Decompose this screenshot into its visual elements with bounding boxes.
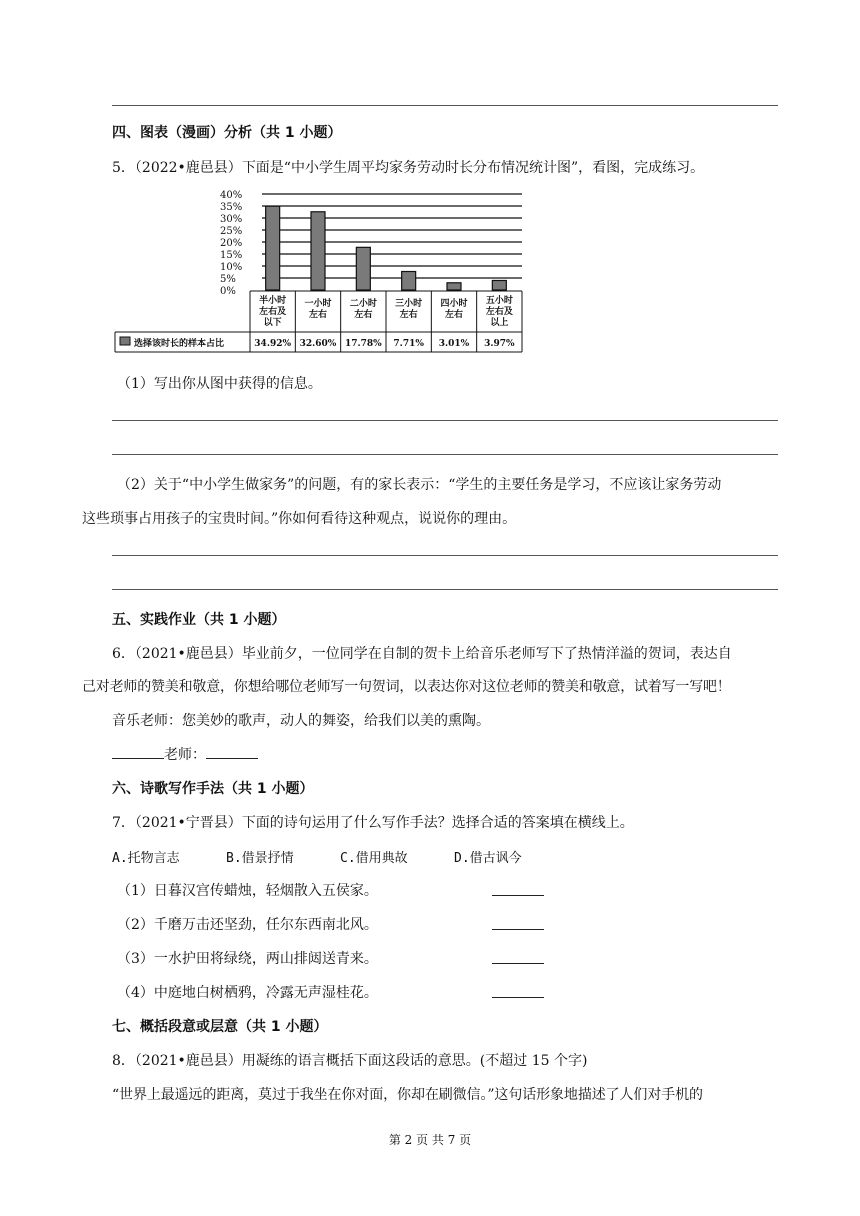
section-5-heading: 五、实践作业（共 1 小题） bbox=[112, 612, 286, 628]
category-label: 二小时 bbox=[349, 299, 377, 309]
category-label: 左右及 bbox=[259, 307, 287, 317]
answer-blank-2[interactable] bbox=[492, 915, 544, 930]
question-7-options bbox=[112, 847, 522, 866]
value-label: 32.60% bbox=[299, 339, 337, 349]
poem-line-1: （1）日暮汉宫传蜡烛，轻烟散入五侯家。 bbox=[117, 883, 378, 899]
answer-blank-1[interactable] bbox=[492, 881, 544, 896]
question-7-text: 下面的诗句运用了什么写作手法？选择合适的答案填在横线上。 bbox=[241, 815, 634, 831]
legend-swatch bbox=[120, 337, 130, 345]
category-label: 一小时 bbox=[304, 299, 332, 309]
value-label: 34.92% bbox=[254, 339, 292, 349]
value-label: 3.01% bbox=[438, 339, 470, 349]
y-tick-label: 35% bbox=[220, 202, 243, 213]
question-5-sub-2-line-1: （2）关于“中小学生做家务”的问题，有的家长表示：“学生的主要任务是学习，不应该让家务劳动 bbox=[117, 477, 722, 493]
option-d: D.借古讽今 bbox=[454, 851, 522, 866]
answer-line bbox=[112, 454, 778, 455]
section-6-heading: 六、诗歌写作手法（共 1 小题） bbox=[112, 781, 314, 797]
section-4-heading: 四、图表（漫画）分析（共 1 小题） bbox=[112, 125, 342, 141]
value-label: 3.97% bbox=[484, 339, 515, 349]
y-tick-label: 40% bbox=[220, 190, 243, 201]
question-7-number: 7． bbox=[112, 815, 135, 831]
top-rule bbox=[112, 105, 778, 106]
y-tick-label: 5% bbox=[220, 274, 236, 285]
bar bbox=[266, 206, 280, 290]
question-5-stem bbox=[112, 157, 704, 177]
category-label: 左右及 bbox=[485, 307, 513, 317]
question-8-number: 8． bbox=[112, 1053, 135, 1069]
bar bbox=[402, 271, 416, 290]
answer-line bbox=[112, 555, 778, 556]
question-7-stem bbox=[112, 812, 634, 832]
category-label: 左右 bbox=[354, 310, 373, 320]
question-6-line-2: 己对老师的赞美和敬意，你想给哪位老师写一句贺词，以表达你对这位老师的赞美和敬意，试着写一写吧！ bbox=[82, 679, 731, 695]
question-5-sub-2-line-2: 这些琐事占用孩子的宝贵时间。”你如何看待这种观点，说说你的理由。 bbox=[82, 511, 517, 527]
bar bbox=[311, 212, 325, 290]
legend-label: 选择该时长的样本占比 bbox=[134, 339, 225, 349]
teacher-name-blank[interactable] bbox=[112, 744, 164, 759]
y-tick-label: 10% bbox=[220, 262, 243, 273]
answer-blank-3[interactable] bbox=[492, 949, 544, 964]
question-5-text: 下面是“中小学生周平均家务劳动时长分布情况统计图”，看图，完成练习。 bbox=[241, 160, 705, 176]
y-tick-label: 30% bbox=[220, 214, 243, 225]
question-8-stem bbox=[112, 1050, 587, 1070]
question-6-source: （2021•鹿邑县） bbox=[134, 646, 242, 662]
y-tick-label: 25% bbox=[220, 226, 243, 237]
question-5-number: 5． bbox=[112, 160, 135, 176]
y-tick-label: 20% bbox=[220, 238, 243, 249]
category-label: 左右 bbox=[399, 310, 418, 320]
option-c: C.借用典故 bbox=[340, 851, 408, 866]
question-7-source: （2021•宁晋县） bbox=[134, 815, 242, 831]
value-label: 7.71% bbox=[393, 339, 424, 349]
y-tick-label: 15% bbox=[220, 250, 243, 261]
category-label: 左右 bbox=[308, 310, 328, 320]
question-6-line-1 bbox=[112, 643, 732, 663]
category-label: 以下 bbox=[263, 318, 282, 328]
chart-canvas bbox=[112, 186, 532, 354]
question-8-quote: “世界上最遥远的距离，莫过于我坐在你对面，你却在刷微信。”这句话形象地描述了人们对手机的 bbox=[112, 1087, 703, 1103]
question-6-text: 毕业前夕，一位同学在自制的贺卡上给音乐老师写下了热情洋溢的贺词，表达自 bbox=[241, 646, 732, 662]
category-label: 以上 bbox=[490, 318, 509, 328]
bar bbox=[447, 283, 461, 290]
answer-line bbox=[112, 420, 778, 421]
question-8-source: （2021•鹿邑县） bbox=[134, 1053, 242, 1069]
greeting-blank[interactable] bbox=[206, 744, 258, 759]
category-label: 五小时 bbox=[485, 296, 513, 306]
answer-blank-4[interactable] bbox=[492, 983, 544, 998]
housework-duration-chart bbox=[112, 186, 532, 354]
poem-line-3: （3）一水护田将绿绕，两山排闼送青来。 bbox=[117, 951, 378, 967]
section-7-heading: 七、概括段意或层意（共 1 小题） bbox=[112, 1019, 328, 1035]
question-6-number: 6． bbox=[112, 646, 135, 662]
bar bbox=[492, 280, 506, 290]
category-label: 三小时 bbox=[395, 299, 423, 309]
category-label: 半小时 bbox=[259, 296, 287, 306]
poem-line-2: （2）千磨万击还坚劲，任尔东西南北风。 bbox=[117, 917, 378, 933]
question-6-fill-label: 老师： bbox=[164, 747, 206, 763]
category-label: 四小时 bbox=[440, 299, 468, 309]
option-a: A.托物言志 bbox=[112, 851, 180, 866]
y-tick-label: 0% bbox=[220, 286, 236, 297]
page-footer: 第 2 页 共 7 页 bbox=[388, 1133, 472, 1147]
option-b: B.借景抒情 bbox=[226, 851, 294, 866]
category-label: 左右 bbox=[444, 310, 464, 320]
question-8-text: 用凝练的语言概括下面这段话的意思。(不超过 15 个字) bbox=[241, 1053, 588, 1069]
question-6-example: 音乐老师：您美妙的歌声，动人的舞姿，给我们以美的熏陶。 bbox=[112, 713, 490, 729]
question-5-source: （2022•鹿邑县） bbox=[134, 160, 242, 176]
answer-line bbox=[112, 589, 778, 590]
question-6-fill-row bbox=[112, 744, 258, 764]
question-5-sub-1: （1）写出你从图中获得的信息。 bbox=[117, 376, 322, 392]
value-label: 17.78% bbox=[344, 339, 382, 349]
poem-line-4: （4）中庭地白树栖鸦，冷露无声湿桂花。 bbox=[117, 985, 378, 1001]
bar bbox=[356, 247, 370, 290]
